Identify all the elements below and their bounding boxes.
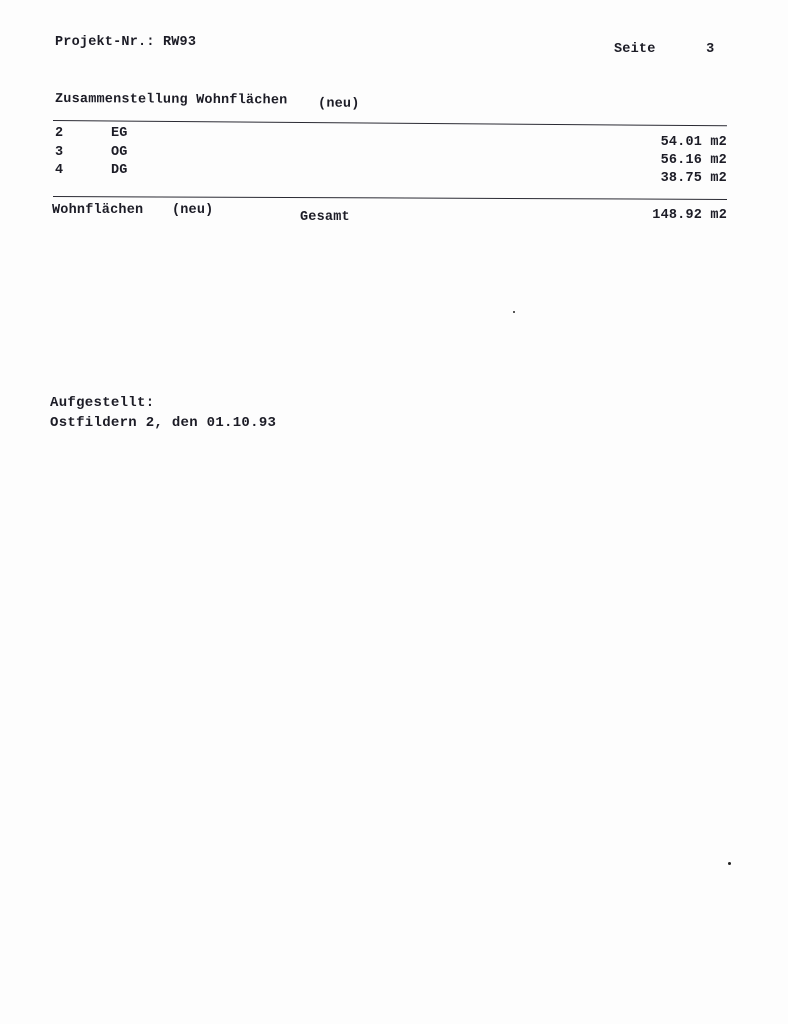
page-number xyxy=(614,42,714,57)
title-rule xyxy=(53,120,727,126)
place-date: Ostfildern 2, den 01.10.93 xyxy=(50,415,277,431)
row-floor: OG xyxy=(111,145,128,160)
scan-speck xyxy=(728,862,731,865)
row-area: 54.01 m2 xyxy=(660,135,727,150)
row-floor: DG xyxy=(111,163,128,178)
table-row xyxy=(55,145,63,160)
row-area: 56.16 m2 xyxy=(660,153,727,168)
total-gesamt-label: Gesamt xyxy=(300,210,350,225)
prepared-label: Aufgestellt: xyxy=(50,395,155,411)
project-number xyxy=(55,35,196,50)
total-rule xyxy=(53,196,727,200)
total-label xyxy=(52,203,213,218)
total-label-suffix: (neu) xyxy=(171,203,214,218)
section-title xyxy=(54,92,360,112)
scan-speck xyxy=(513,311,515,313)
table-row xyxy=(55,163,63,178)
page-value: 3 xyxy=(706,42,715,57)
page-label: Seite xyxy=(614,42,656,57)
row-floor: EG xyxy=(111,126,128,141)
project-number-label: Projekt-Nr.: xyxy=(55,35,155,50)
section-title-suffix: (neu) xyxy=(317,96,360,112)
table-row xyxy=(55,126,63,141)
row-number: 2 xyxy=(55,126,64,141)
project-number-value: RW93 xyxy=(162,35,197,50)
row-area: 38.75 m2 xyxy=(660,171,727,186)
section-title-text: Zusammenstellung Wohnflächen xyxy=(54,92,288,109)
row-number: 4 xyxy=(55,163,64,178)
row-number: 3 xyxy=(55,145,64,160)
total-value: 148.92 m2 xyxy=(652,208,727,223)
total-label-text: Wohnflächen xyxy=(52,203,144,218)
